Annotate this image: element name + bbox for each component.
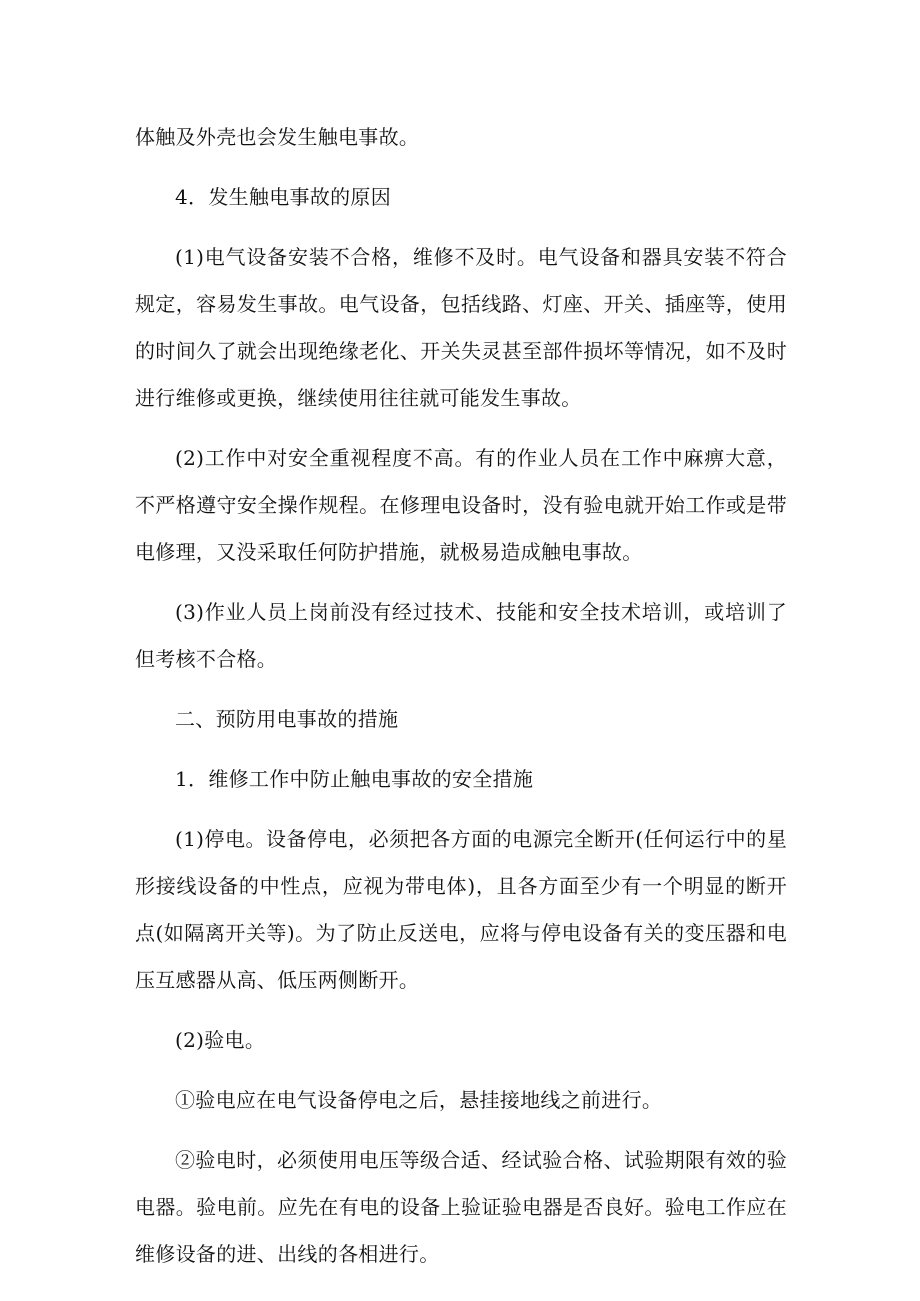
heading-prevention-measures: 二、预防用电事故的措施 bbox=[175, 707, 399, 731]
paragraph-voltage-test-item-1: ①验电应在电气设备停电之后，悬挂接地线之前进行。 bbox=[175, 1088, 663, 1112]
heading-maintenance-safety-measures: 1．维修工作中防止触电事故的安全措施 bbox=[175, 767, 534, 791]
paragraph-power-off: (1)停电。设备停电，必须把各方面的电源完全断开(任何运行中的星形接线设备的中性点，应视为带电体)，且各方面至少有一个明显的断开点(如隔离开关等)。为了防止反送电，应将与停电设备有关的变压器和电压互感器从高、低压两侧断开。 bbox=[135, 827, 787, 992]
paragraph-voltage-test-item-2: ②验电时，必须使用电压等级合适、经试验合格、试验期限有效的验电器。验电前。应先在有电的设备上验证验电器是否良好。验电工作应在维修设备的进、出线的各相进行。 bbox=[135, 1148, 787, 1266]
paragraph-continuation: 体触及外壳也会发生触电事故。 bbox=[135, 125, 420, 149]
document-body bbox=[135, 114, 787, 1291]
paragraph-cause-1: (1)电气设备安装不合格，维修不及时。电气设备和器具安装不符合规定，容易发生事故。电气设备，包括线路、灯座、开关、插座等，使用的时间久了就会出现绝缘老化、开关失灵甚至部件损坏等情况，如不及时进行维修或更换，继续使用往往就可能发生事故。 bbox=[135, 245, 787, 410]
paragraph-cause-2: (2)工作中对安全重视程度不高。有的作业人员在工作中麻痹大意，不严格遵守安全操作规程。在修理电设备时，没有验电就开始工作或是带电修理，又没采取任何防护措施，就极易造成触电事故。 bbox=[135, 446, 787, 564]
paragraph-cause-3: (3)作业人员上岗前没有经过技术、技能和安全技术培训，或培训了但考核不合格。 bbox=[135, 600, 787, 671]
paragraph-voltage-test-heading: (2)验电。 bbox=[175, 1028, 266, 1052]
heading-causes-of-electric-shock: 4．发生触电事故的原因 bbox=[175, 185, 392, 209]
